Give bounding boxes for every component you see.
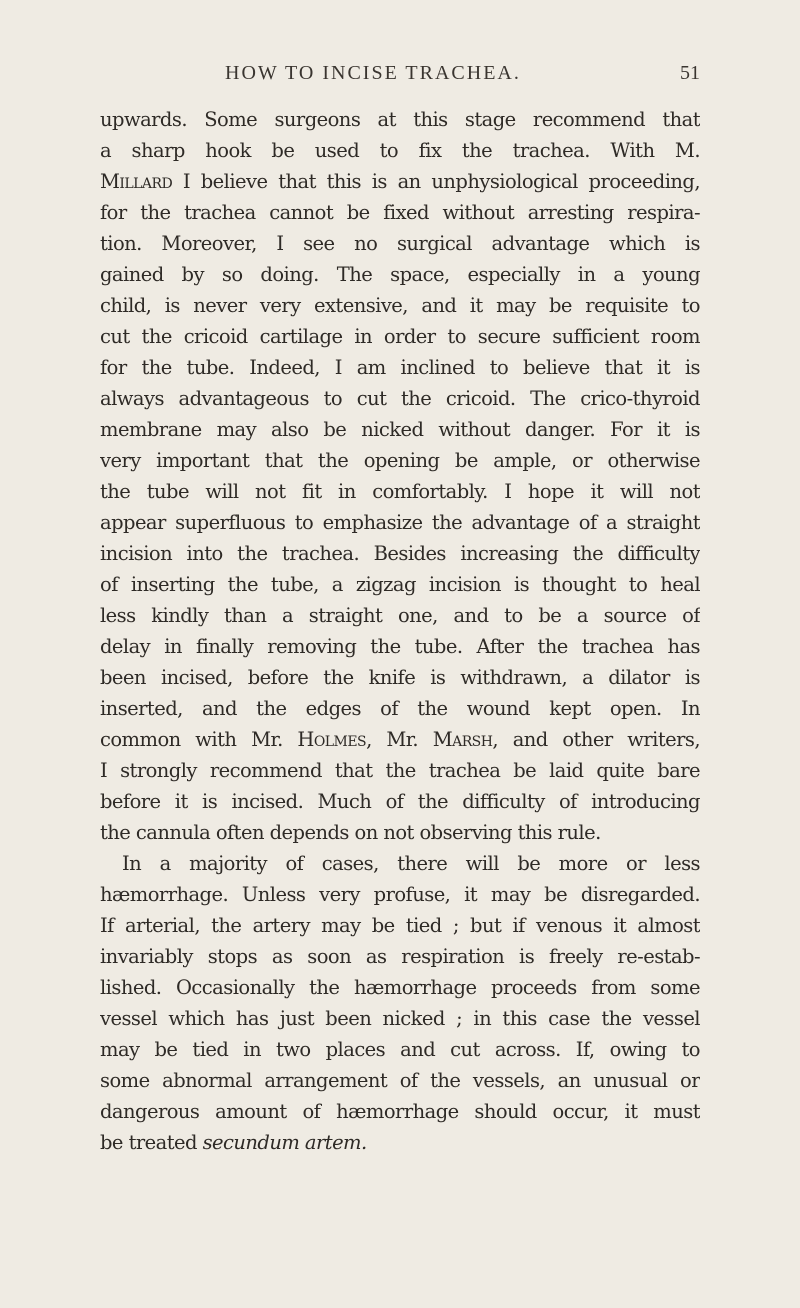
text-line xyxy=(100,290,700,321)
text-segment: cut the cricoid cartilage in order to secure sufficient room xyxy=(100,325,700,348)
text-segment: upwards. Some surgeons at this stage recommend that xyxy=(100,108,700,131)
text-line xyxy=(100,135,700,166)
small-caps-name: Holmes xyxy=(297,728,367,751)
text-segment: lished. Occasionally the hæmorrhage proceeds from some xyxy=(100,976,700,999)
text-segment: I believe that this is an unphysiological proceeding, xyxy=(172,170,700,193)
text-line xyxy=(100,445,700,476)
text-line xyxy=(100,166,700,197)
text-line xyxy=(100,879,700,910)
text-segment: membrane may also be nicked without danger. For it is xyxy=(100,418,700,441)
running-head-title: HOW TO INCISE TRACHEA. xyxy=(225,62,521,84)
text-line xyxy=(100,228,700,259)
text-segment: If arterial, the artery may be tied ; but if venous it almost xyxy=(100,914,700,937)
text-segment: always advantageous to cut the cricoid. The crico-thyroid xyxy=(100,387,700,410)
text-line xyxy=(100,941,700,972)
text-line xyxy=(100,197,700,228)
text-segment: some abnormal arrangement of the vessels, an unusual or xyxy=(100,1069,700,1092)
text-line xyxy=(100,755,700,786)
text-segment: tion. Moreover, I see no surgical advantage which is xyxy=(100,232,700,255)
text-line xyxy=(100,848,700,879)
text-segment: I strongly recommend that the trachea be laid quite bare xyxy=(100,759,700,782)
text-line xyxy=(100,104,700,135)
text-segment: vessel which has just been nicked ; in this case the vessel xyxy=(100,1007,700,1030)
text-line xyxy=(100,1096,700,1127)
small-caps-name: Millard xyxy=(100,170,173,193)
text-line xyxy=(100,321,700,352)
text-segment: very important that the opening be ample, or otherwise xyxy=(100,449,700,472)
text-segment: invariably stops as soon as respiration is freely re-estab- xyxy=(100,945,700,968)
text-segment: may be tied in two places and cut across. If, owing to xyxy=(100,1038,700,1061)
text-line xyxy=(100,569,700,600)
text-segment: common with Mr. xyxy=(100,728,298,751)
text-segment: less kindly than a straight one, and to be a source of xyxy=(100,604,700,627)
running-head xyxy=(100,62,700,92)
text-segment: dangerous amount of hæmorrhage should occur, it must xyxy=(100,1100,700,1123)
text-segment: , Mr. xyxy=(366,728,433,751)
text-line xyxy=(100,724,700,755)
page-number: 51 xyxy=(680,62,700,84)
text-line xyxy=(100,507,700,538)
text-segment: a sharp hook be used to fix the trachea. With M. xyxy=(100,139,700,162)
text-segment: of inserting the tube, a zigzag incision is thought to heal xyxy=(100,573,700,596)
text-segment: before it is incised. Much of the difficulty of introducing xyxy=(100,790,700,813)
text-line xyxy=(100,352,700,383)
text-segment: child, is never very extensive, and it may be requisite to xyxy=(100,294,700,317)
text-line xyxy=(100,662,700,693)
italic-text: secundum artem. xyxy=(202,1131,367,1154)
text-line xyxy=(100,1127,700,1158)
text-line xyxy=(100,1065,700,1096)
text-segment: delay in finally removing the tube. After the trachea has xyxy=(100,635,700,658)
text-line xyxy=(100,631,700,662)
text-line xyxy=(100,786,700,817)
text-segment: be treated xyxy=(100,1131,203,1154)
text-segment: for the trachea cannot be fixed without arresting respira- xyxy=(100,201,700,224)
text-segment: for the tube. Indeed, I am inclined to believe that it is xyxy=(100,356,700,379)
text-segment: hæmorrhage. Unless very profuse, it may be disregarded. xyxy=(100,883,700,906)
text-line xyxy=(100,476,700,507)
text-segment: , and other writers, xyxy=(492,728,700,751)
text-segment: the cannula often depends on not observing this rule. xyxy=(100,821,601,844)
text-segment: In a majority of cases, there will be more or less xyxy=(122,852,700,875)
small-caps-name: Marsh xyxy=(432,728,493,751)
text-line xyxy=(100,414,700,445)
text-line xyxy=(100,910,700,941)
text-line xyxy=(100,693,700,724)
text-segment: inserted, and the edges of the wound kept open. In xyxy=(100,697,700,720)
text-line xyxy=(100,600,700,631)
body-text xyxy=(100,104,700,1158)
text-segment: the tube will not fit in comfortably. I hope it will not xyxy=(100,480,700,503)
text-line xyxy=(100,1003,700,1034)
text-line xyxy=(100,817,700,848)
text-segment: appear superfluous to emphasize the advantage of a straight xyxy=(100,511,700,534)
text-line xyxy=(100,972,700,1003)
text-line xyxy=(100,538,700,569)
text-line xyxy=(100,259,700,290)
text-segment: incision into the trachea. Besides increasing the difficulty xyxy=(100,542,700,565)
text-segment: been incised, before the knife is withdrawn, a dilator is xyxy=(100,666,700,689)
text-segment: gained by so doing. The space, especially in a young xyxy=(100,263,700,286)
text-line xyxy=(100,383,700,414)
text-line xyxy=(100,1034,700,1065)
